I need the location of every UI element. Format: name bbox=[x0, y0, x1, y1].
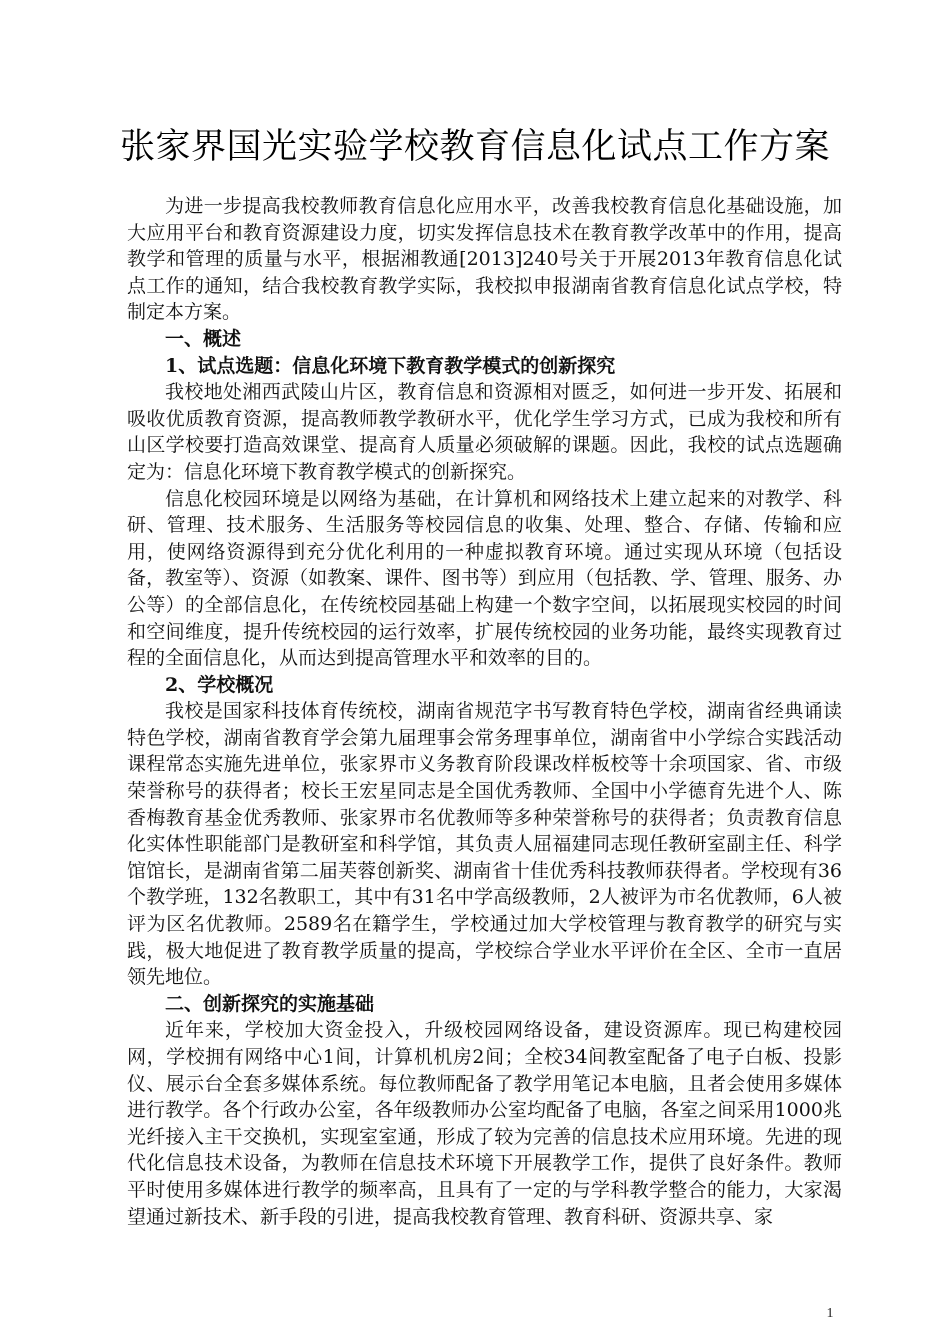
subsection-heading-topic: 1、试点选题：信息化环境下教育教学模式的创新探究 bbox=[165, 354, 616, 377]
paragraph-topic-background: 我校地处湘西武陵山片区，教育信息和资源相对匮乏，如何进一步开发、拓展和吸收优质教育资源，提高教师教学教研水平，优化学生学习方式，已成为我校和所有山区学校要打造高效课堂、提高育人质量必须破解的课题。因此，我校的试点选题确定为：信息化环境下教育教学模式的创新探究。 bbox=[127, 381, 842, 483]
intro-paragraph: 为进一步提高我校教师教育信息化应用水平，改善我校教育信息化基础设施，加大应用平台和教育资源建设力度，切实发挥信息技术在教育教学改革中的作用，提高教学和管理的质量与水平，根据湘教通[2013]240号关于开展2013年教育信息化试点工作的通知，结合我校教育教学实际，我校拟申报湖南省教育信息化试点学校，特制定本方案。 bbox=[127, 195, 842, 324]
document-body bbox=[127, 193, 842, 1230]
paragraph-foundation: 近年来，学校加大资金投入，升级校园网络设备，建设资源库。现已构建校园网，学校拥有网络中心1间，计算机机房2间；全校34间教室配备了电子白板、投影仪、展示台全套多媒体系统。每位教师配备了教学用笔记本电脑，且者会使用多媒体进行教学。各个行政办公室，各年级教师办公室均配备了电脑，各室之间采用1000兆光纤接入主干交换机，实现室室通，形成了较为完善的信息技术应用环境。先进的现代化信息技术设备，为教师在信息技术环境下开展教学工作，提供了良好条件。教师平时使用多媒体进行教学的频率高，且具有了一定的与学科教学整合的能力，大家渴望通过新技术、新手段的引进，提高我校教育管理、教育科研、资源共享、家 bbox=[127, 1019, 842, 1228]
document-title: 张家界国光实验学校教育信息化试点工作方案 bbox=[119, 127, 830, 167]
page-number: 1 bbox=[826, 1306, 834, 1321]
subsection-heading-school-profile: 2、学校概况 bbox=[165, 673, 274, 696]
section-heading-overview: 一、概述 bbox=[165, 327, 242, 350]
section-heading-foundation: 二、创新探究的实施基础 bbox=[165, 992, 375, 1015]
paragraph-school-profile: 我校是国家科技体育传统校，湖南省规范字书写教育特色学校，湖南省经典诵读特色学校，湖南省教育学会第九届理事会常务理事单位，湖南省中小学综合实践活动课程常态实施先进单位，张家界市义务教育阶段课改样板校等十余项国家、省、市级荣誉称号的获得者；校长王宏星同志是全国优秀教师、全国中小学德育先进个人、陈香梅教育基金优秀教师、张家界市名优教师等多种荣誉称号的获得者；负责教育信息化实体性职能部门是教研室和科学馆，其负责人屈福建同志现任教研室副主任、科学馆馆长，是湖南省第二届芙蓉创新奖、湖南省十佳优秀科技教师获得者。学校现有36个教学班，132名教职工，其中有31名中学高级教师，2人被评为市名优教师，6人被评为区名优教师。2589名在籍学生，学校通过加大学校管理与教育教学的研究与实践，极大地促进了教育教学质量的提高，学校综合学业水平评价在全区、全市一直居领先地位。 bbox=[127, 700, 842, 989]
paragraph-campus-environment: 信息化校园环境是以网络为基础，在计算机和网络技术上建立起来的对教学、科研、管理、技术服务、生活服务等校园信息的收集、处理、整合、存储、传输和应用，使网络资源得到充分优化利用的一种虚拟教育环境。通过实现从环境（包括设备，教室等）、资源（如教案、课件、图书等）到应用（包括教、学、管理、服务、办公等）的全部信息化，在传统校园基础上构建一个数字空间，以拓展现实校园的时间和空间维度，提升传统校园的运行效率，扩展传统校园的业务功能，最终实现教育过程的全面信息化，从而达到提高管理水平和效率的目的。 bbox=[127, 487, 842, 670]
